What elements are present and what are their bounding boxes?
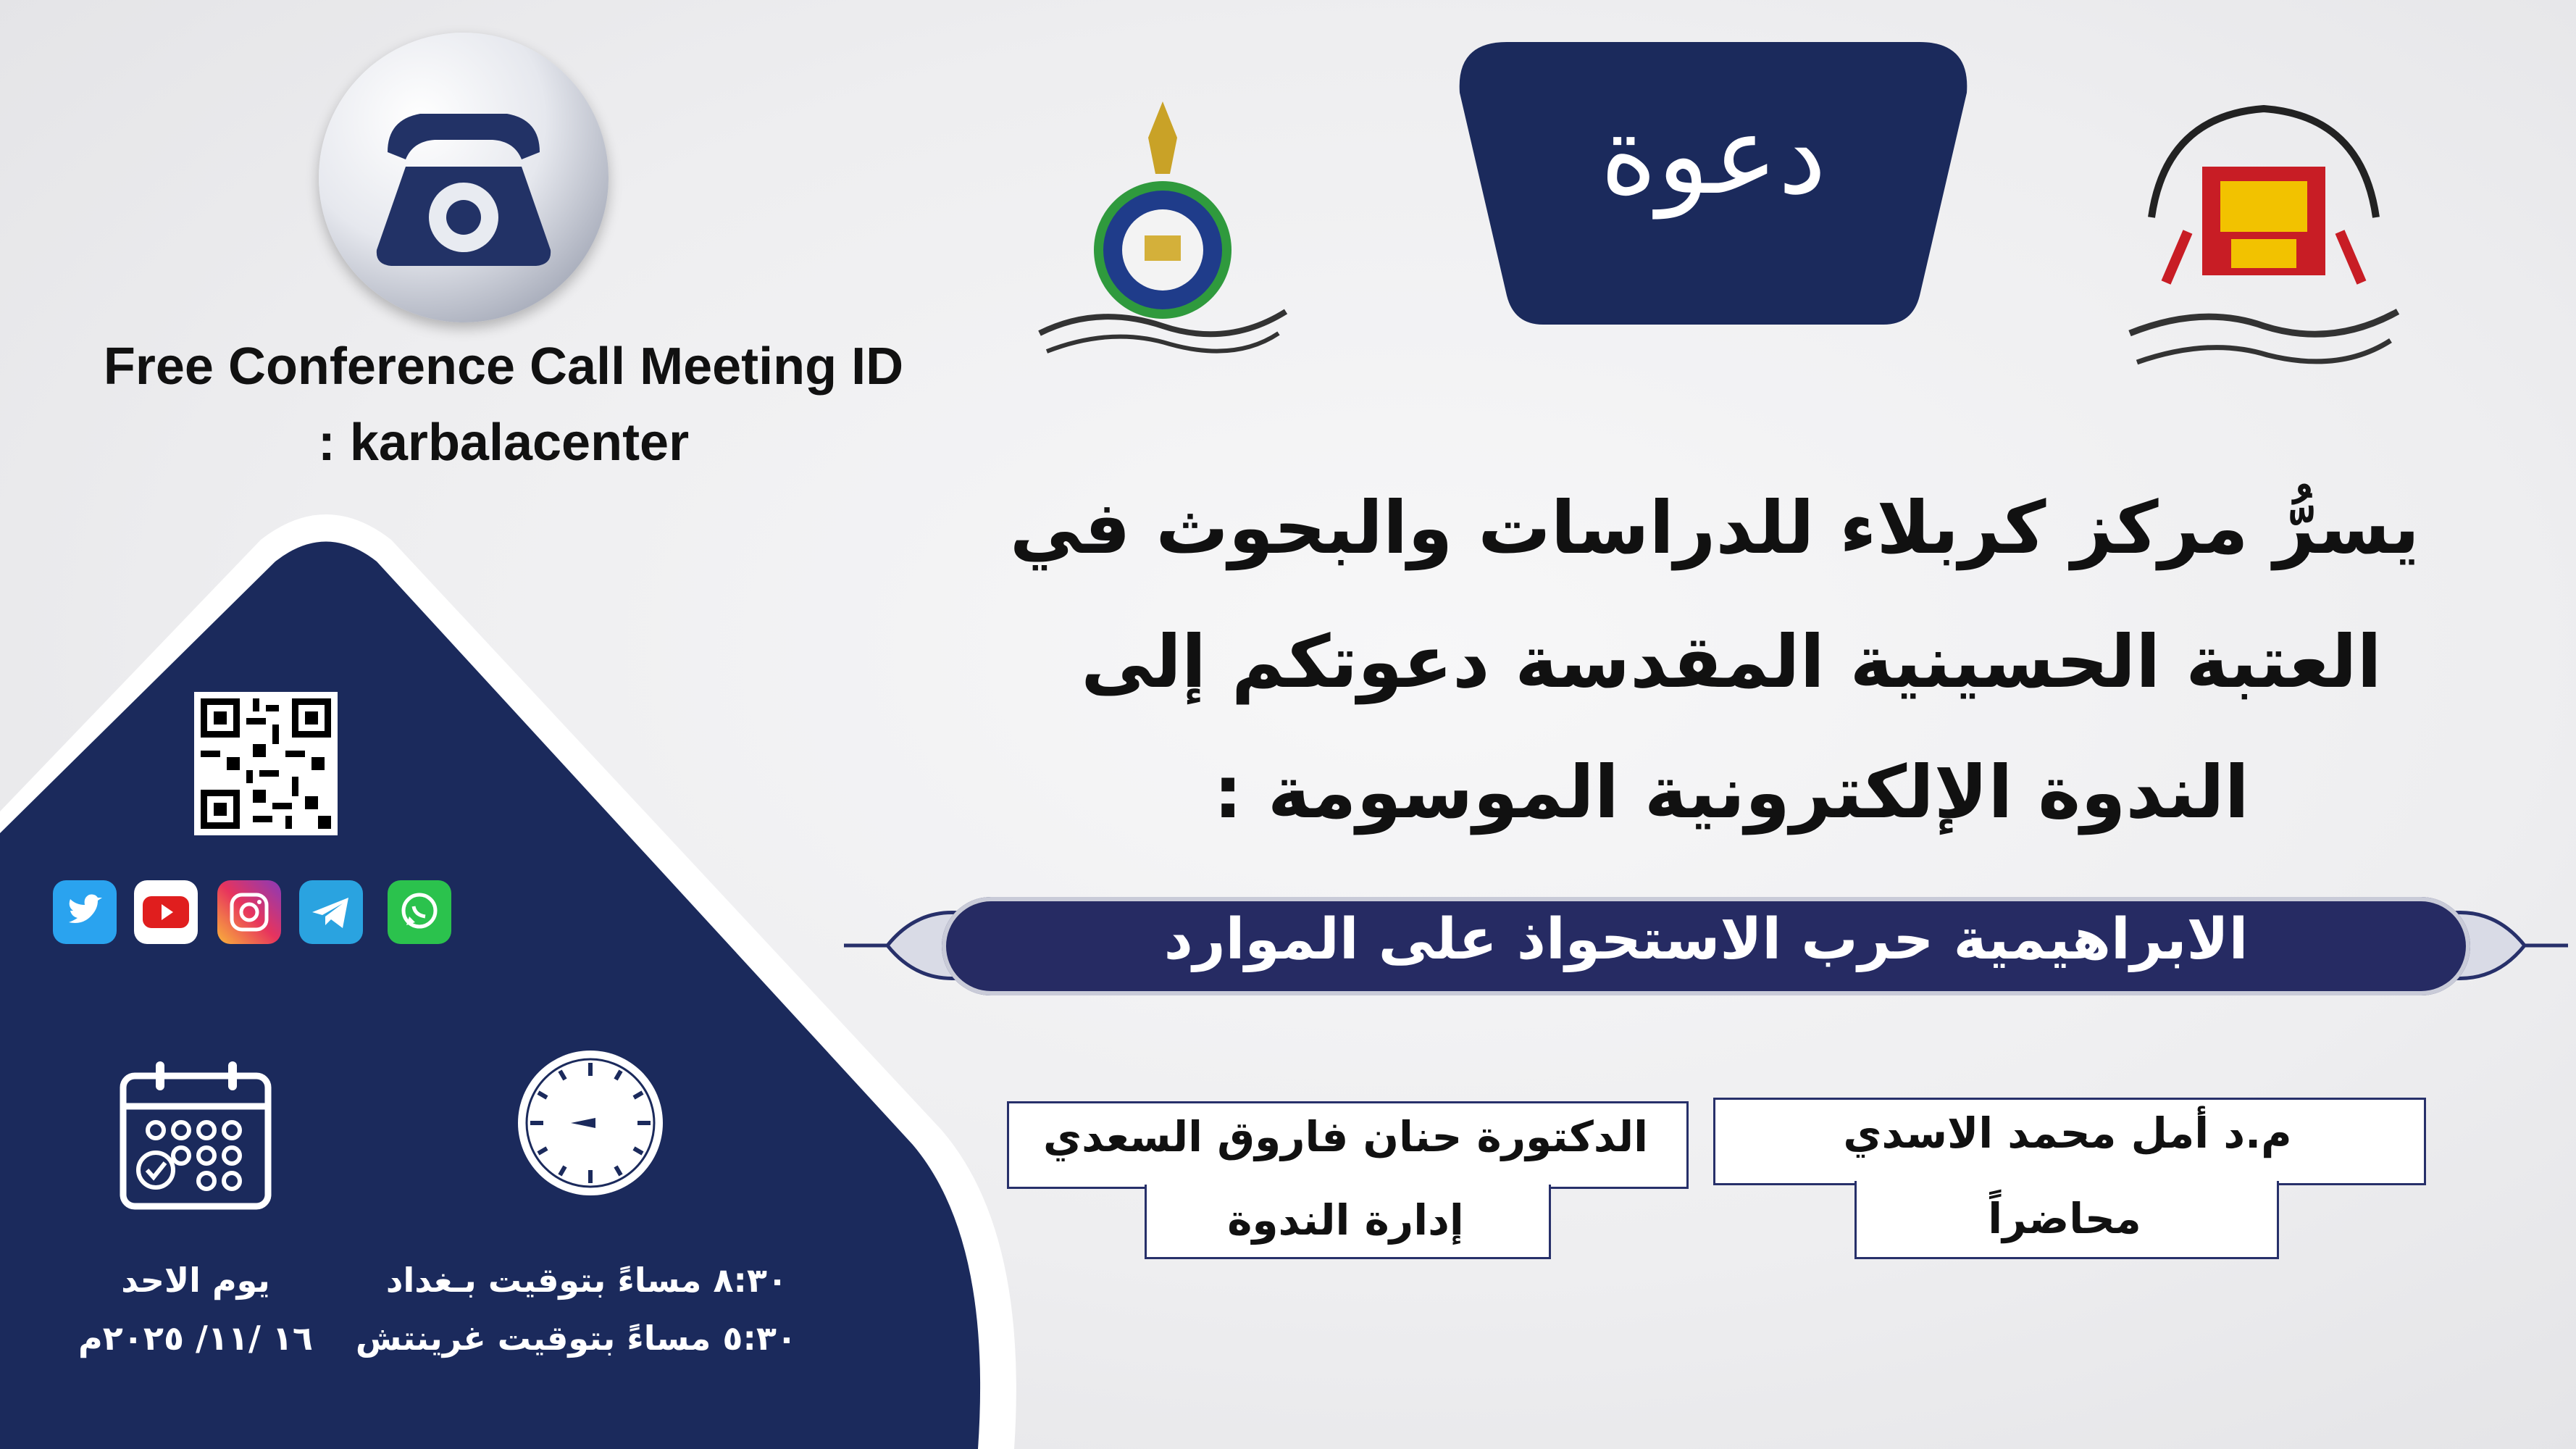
event-date: ١٦ /١١/ ٢٠٢٥م xyxy=(78,1319,313,1358)
badge-text: دعوة xyxy=(1599,93,1827,219)
calendar-icon xyxy=(116,1054,275,1214)
qr-code[interactable] xyxy=(194,692,338,835)
instagram-icon[interactable] xyxy=(217,880,281,944)
lecturer-name: م.د أمل محمد الاسدي xyxy=(1843,1108,2292,1158)
conference-title: Free Conference Call Meeting ID xyxy=(103,338,904,396)
invitation-line-2: العتبة الحسينية المقدسة دعوتكم إلى xyxy=(1081,619,2382,704)
seminar-title: الابراهيمية حرب الاستحواذ على الموارد xyxy=(1163,907,2249,972)
conference-id: : karbalacenter xyxy=(317,414,690,472)
invitation-line-3: الندوة الإلكترونية الموسومة : xyxy=(1213,750,2249,835)
moderator-name: الدكتورة حنان فاروق السعدي xyxy=(1042,1112,1649,1161)
twitter-icon[interactable] xyxy=(53,880,117,944)
clock-icon xyxy=(514,1047,666,1199)
telegram-icon[interactable] xyxy=(299,880,363,944)
lecturer-role: محاضراً xyxy=(1988,1194,2141,1243)
whatsapp-icon[interactable] xyxy=(388,880,451,944)
youtube-icon[interactable] xyxy=(134,880,198,944)
event-day: يوم الاحد xyxy=(121,1261,270,1300)
invitation-badge xyxy=(1456,42,1970,325)
karbala-center-logo xyxy=(1025,94,1300,377)
phone-icon xyxy=(319,33,609,322)
time-baghdad: ٨:٣٠ مساءً بتوقيت بـغداد xyxy=(385,1261,788,1300)
invitation-line-1: يسرُّ مركز كربلاء للدراسات والبحوث في xyxy=(1009,485,2420,570)
moderator-role: إدارة الندوة xyxy=(1227,1195,1464,1245)
time-greenwich: ٥:٣٠ مساءً بتوقيت غرينتش xyxy=(355,1319,797,1358)
holy-shrine-logo xyxy=(2123,87,2405,391)
